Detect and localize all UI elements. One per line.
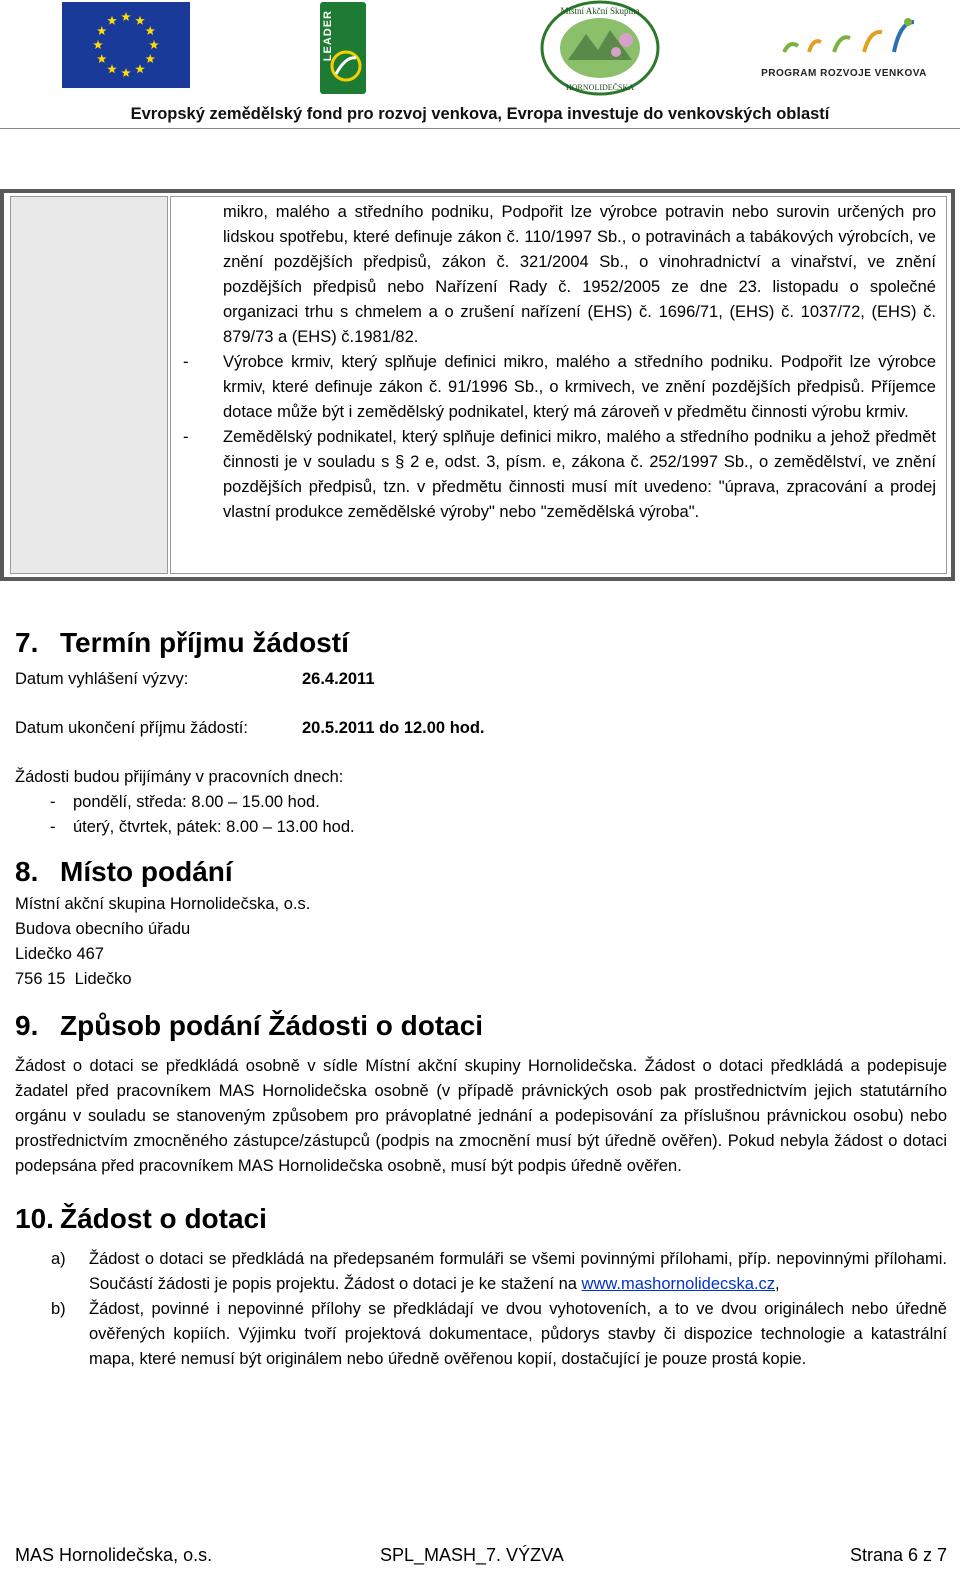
eligibility-table: [0, 189, 955, 581]
mas-logo-bottom-text: HORNOLIDEČSKA: [566, 83, 634, 92]
section-number: 10.: [15, 1203, 54, 1234]
mas-logo-top-text: Místní Akční Skupina: [560, 6, 640, 16]
section-7-heading: [15, 625, 947, 661]
address-line: Budova obecního úřadu: [15, 920, 191, 938]
end-label: Datum ukončení příjmu žádostí:: [15, 719, 248, 737]
section-number: 8.: [15, 856, 39, 887]
address-line: Místní akční skupina Hornolidečska, o.s.: [15, 895, 311, 913]
header-divider: [0, 128, 960, 129]
announce-row: [15, 667, 947, 692]
list-item-text: Výrobce krmiv, který splňuje definici mikro, malého a středního podniku. Podpořit lze výrobce krmiv, které definuje zákon č. 91/1996 Sb., o krmivech, ve znění pozdějších předpisů. Příjemce dotace může být i zemědělský podnikatel, který má zároveň v předmětu činnosti výrobu krmiv.: [223, 353, 936, 421]
page-header: [0, 0, 960, 132]
prv-plants-icon: [764, 12, 924, 62]
section-9-text: Žádost o dotaci se předkládá osobně v sídle Místní akční skupiny Hornolidečska. Žádost o dotaci předkládá a podepisuje žadatel před pracovníkem MAS Hornolidečska osobně (v případě právnických osob pak prostřednictvím jejich statutárního orgánu v souladu se stanoveným způsobem pro právoplatné jednání a podepisování za příslušnou právnickou osobu) nebo prostřednictvím zmocněného zástupce/zástupců (podpis na zmocnění musí být úředně ověřen). Pokud nebyla žádost o dotaci podepsána před pracovníkem MAS Hornolidečska osobně, musí být podpis úředně ověřen.: [15, 1057, 947, 1175]
section-title: Způsob podání Žádosti o dotaci: [60, 1010, 484, 1041]
footer-page-number: Strana 6 z 7: [849, 1545, 947, 1565]
prv-logo: [738, 0, 950, 90]
leader-logo: [320, 2, 366, 94]
list-item: [183, 350, 936, 425]
section-8-heading: [15, 854, 947, 890]
list-item: [183, 425, 936, 525]
end-value: 20.5.2011 do 12.00 hod.: [302, 719, 485, 737]
list-item-text: Zemědělský podnikatel, který splňuje definici mikro, malého a středního podniku a jehož předmět činnosti je v souladu s § 2 e, odst. 3, písm. e, zákona č. 252/1997 Sb., o zemědělství, ve znění pozdějších předpisů, tzn. v předmětu činnosti musí mít uvedeno: "úprava, zpracování a prodej vlastní produkce zemědělské výroby" nebo "zemědělská výroba".: [223, 428, 936, 521]
footer-doc-id: SPL_MASH_7. VÝZVA: [380, 1545, 564, 1565]
list-item-text: pondělí, středa: 8.00 – 15.00 hod.: [73, 793, 320, 811]
list-item-text: úterý, čtvrtek, pátek: 8.00 – 13.00 hod.: [73, 818, 355, 836]
list-dash: -: [50, 793, 56, 811]
section-10-heading: [15, 1201, 947, 1237]
list-marker: a): [51, 1250, 66, 1268]
footer-org: MAS Hornolidečska, o.s.: [15, 1545, 213, 1565]
list-item: [15, 815, 947, 840]
mas-website-link[interactable]: www.mashornolidecska.cz: [581, 1275, 776, 1293]
announce-value: 26.4.2011: [302, 670, 375, 688]
list-item-text: Žádost, povinné i nepovinné přílohy se předkládají ve dvou vyhotoveních, a to ve dvou originálech nebo úředně ověřených kopiích. Výjimku tvoří projektová dokumentace, půdorys stavby či dispozice technologie a katastrální mapa, které nemusí být originálem nebo úředně ověřenou kopií, dostačující je pouze prostá kopie.: [89, 1300, 947, 1368]
main-content: [15, 625, 947, 1372]
list-dash: -: [183, 428, 189, 446]
list-marker: b): [51, 1300, 66, 1318]
section-title: Místo podání: [60, 856, 233, 887]
eu-stars-icon: [62, 2, 190, 88]
eu-flag-logo: [62, 2, 190, 88]
table-label-cell: [10, 196, 168, 574]
section-number: 7.: [15, 627, 39, 658]
leader-emblem-icon: [328, 48, 364, 84]
list-dash: -: [183, 353, 189, 371]
table-content-cell: [170, 196, 947, 574]
list-item-punct: ,: [775, 1275, 780, 1293]
list-item: [15, 790, 947, 815]
list-dash: -: [50, 818, 56, 836]
days-intro: Žádosti budou přijímány v pracovních dnech:: [15, 768, 344, 786]
list-item-b: [15, 1297, 947, 1372]
announce-label: Datum vyhlášení výzvy:: [15, 670, 189, 688]
mas-logo: [538, 0, 662, 96]
prv-logo-text: PROGRAM ROZVOJE VENKOVA: [761, 67, 927, 79]
address-line: Lidečko 467: [15, 945, 104, 963]
section-number: 9.: [15, 1010, 39, 1041]
mas-emblem-icon: [538, 0, 662, 96]
leader-text: LEADER: [322, 10, 334, 62]
end-row: [15, 716, 947, 741]
section-title: Termín příjmu žádostí: [60, 627, 349, 658]
list-item-text: Žádost o dotaci se předkládá na předepsaném formuláři se všemi povinnými přílohami, příp. nepovinnými přílohami. Součástí žádosti je popis projektu. Žádost o dotaci je ke stažení na: [89, 1250, 947, 1293]
page-footer: [15, 1545, 947, 1569]
section-9-heading: [15, 1008, 947, 1044]
address-line: 756 15 Lidečko: [15, 970, 132, 988]
table-intro-text: mikro, malého a středního podniku, Podpořit lze výrobce potravin nebo surovin určených pro lidskou spotřebu, které definuje zákon č. 110/1997 Sb., o potravinách a tabákových výrobcích, ve znění pozdějších předpisů, zákon č. 321/2004 Sb., o vinohradnictví a vinařství, ve znění pozdějších předpisů nebo Nařízení Rady č. 1952/2005 ze dne 23. listopadu o společné organizaci trhu s chmelem a o zrušení nařízení (EHS) č. 1696/71, (EHS) č. 1037/72, (EHS) č. 879/73 a (EHS) č.1981/82.: [223, 203, 936, 346]
section-title: Žádost o dotaci: [60, 1203, 267, 1234]
list-item-a: [15, 1247, 947, 1297]
fund-tagline: Evropský zemědělský fond pro rozvoj venkova, Evropa investuje do venkovských oblastí: [130, 105, 830, 123]
